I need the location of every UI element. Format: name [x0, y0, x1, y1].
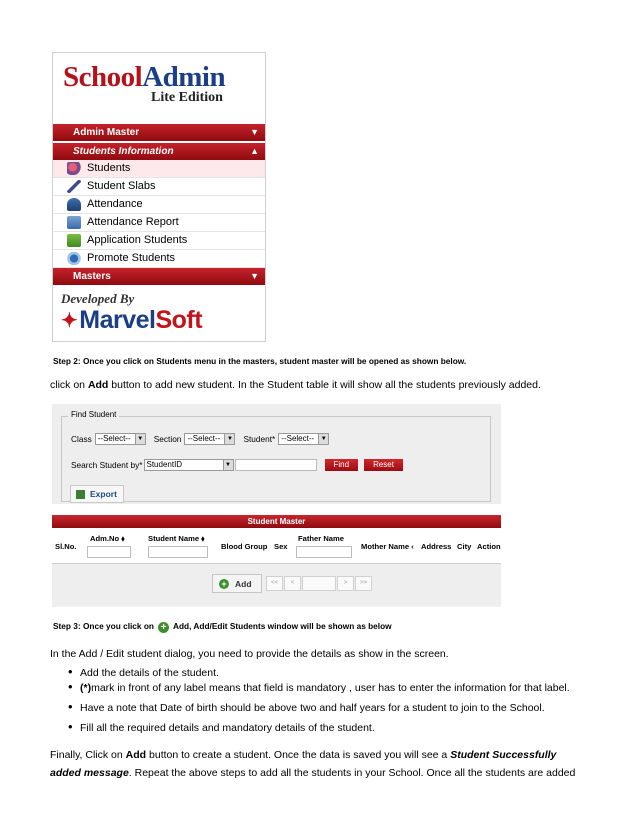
search-row [71, 459, 409, 471]
chevron-up-icon: ▲ [250, 146, 259, 156]
chevron-down-icon: ▼ [318, 434, 328, 444]
plus-icon: + [219, 579, 229, 589]
final-text-4: Student Successfully added message [50, 749, 557, 779]
step3-caption [53, 621, 392, 633]
plus-icon: + [158, 622, 169, 633]
add-instructions-pre: click on [50, 379, 88, 391]
sidebar-item-label: Attendance Report [87, 216, 179, 228]
col-mother-name: Mother Name ‹ [361, 542, 414, 551]
section-select[interactable] [184, 433, 235, 445]
student-master-title: Student Master [52, 515, 501, 528]
excel-icon [76, 490, 85, 499]
last-page-button[interactable]: >> [355, 576, 372, 591]
search-by-select[interactable] [144, 459, 234, 471]
list-item [70, 702, 570, 722]
list-item-text: Have a note that Date of birth should be above two and half years for a student to join to the School. [80, 702, 545, 714]
step2-caption: Step 2: Once you click on Students menu in the masters, student master will be opened as shown below. [53, 356, 467, 366]
add-student-button[interactable] [212, 574, 262, 593]
section-label: Section [153, 434, 182, 444]
class-select-value: --Select-- [97, 434, 131, 443]
developed-by-text: Developed By [61, 291, 135, 306]
menu-students-information-label: Students Information [73, 146, 174, 157]
list-item-bold: (*) [80, 682, 92, 694]
step3-pre: Step 3: Once you click on [53, 621, 154, 631]
pencil-icon [67, 180, 81, 193]
section-select-value: --Select-- [187, 434, 221, 443]
col-action: Action [477, 542, 501, 551]
list-item-text: Fill all the required details and mandatory details of the student. [80, 722, 375, 734]
menu-admin-master[interactable] [53, 124, 265, 141]
instruction-list [70, 667, 570, 742]
export-button[interactable] [70, 485, 124, 503]
sidebar-item-student-slabs[interactable] [53, 178, 265, 196]
chevron-down-icon: ▼ [250, 271, 259, 281]
list-item [70, 682, 570, 702]
sidebar-item-label: Attendance [87, 198, 143, 210]
student-select-value: --Select-- [281, 434, 315, 443]
schooladmin-logo [53, 53, 265, 119]
menu-admin-master-label: Admin Master [73, 127, 140, 138]
chevron-down-icon: ▼ [135, 434, 145, 444]
developer-logo [53, 285, 265, 335]
find-student-fieldset [61, 410, 491, 502]
sidebar-item-label: Promote Students [87, 252, 176, 264]
list-item [70, 667, 570, 682]
first-page-button[interactable]: << [266, 576, 283, 591]
student-name-filter-input[interactable] [148, 546, 208, 558]
student-label: Student* [243, 434, 276, 444]
marvelsoft-brand [61, 306, 265, 335]
final-text-2: Add [125, 749, 147, 761]
col-slno: Sl.No. [55, 542, 77, 551]
sidebar-item-label: Application Students [87, 234, 188, 246]
search-by-label: Search Student by* [71, 460, 143, 470]
application-icon [67, 234, 81, 247]
admno-filter-input[interactable] [87, 546, 131, 558]
final-text-5: . Repeat the above steps to add all the students in your School. Once all the students are added [128, 767, 576, 779]
chevron-down-icon: ▼ [250, 127, 259, 137]
list-item-text: mark in front of any label means that field is mandatory , user has to enter the information for that label. [91, 682, 570, 694]
sidebar-item-application-students[interactable] [53, 232, 265, 250]
chevron-down-icon: ▼ [224, 434, 234, 444]
students-icon [67, 162, 81, 175]
final-paragraph [50, 746, 590, 782]
sidebar-item-promote-students[interactable] [53, 250, 265, 268]
search-by-value: StudentID [146, 460, 183, 469]
col-father-name: Father Name [298, 534, 345, 543]
chevron-down-icon: ▼ [223, 460, 233, 470]
menu-students-information[interactable] [53, 143, 265, 160]
col-address: Address [421, 542, 452, 551]
logo-part1: School [63, 61, 143, 93]
menu-masters-label: Masters [73, 271, 111, 282]
teacher-icon [67, 198, 81, 211]
add-student-button-label: Add [235, 578, 252, 589]
father-name-filter-input[interactable] [296, 546, 352, 558]
sidebar-item-label: Student Slabs [87, 180, 156, 192]
sidebar-item-students[interactable] [53, 160, 265, 178]
export-button-label: Export [90, 489, 117, 499]
sidebar-item-attendance-report[interactable] [53, 214, 265, 232]
reset-button[interactable]: Reset [364, 459, 403, 471]
logo-part2: Admin [142, 61, 226, 93]
add-instructions-bold: Add [87, 379, 109, 391]
brand-part2: Soft [155, 306, 203, 334]
student-master-panel [52, 515, 501, 607]
col-blood-group: Blood Group [221, 542, 268, 551]
find-button[interactable]: Find [325, 459, 359, 471]
col-city: City [457, 542, 472, 551]
page-number-input[interactable] [302, 576, 336, 591]
students-submenu [53, 160, 265, 268]
next-page-button[interactable]: > [337, 576, 354, 591]
student-select[interactable] [278, 433, 329, 445]
brand-part1: Marvel [79, 306, 156, 334]
col-sex: Sex [274, 542, 288, 551]
class-select[interactable] [95, 433, 146, 445]
col-admno[interactable]: Adm.No ⬧ [90, 534, 125, 543]
search-input[interactable] [235, 459, 317, 471]
list-item [70, 722, 570, 742]
marvelsoft-mark-icon: ✦ [61, 310, 78, 332]
list-item-text: Add the details of the student. [80, 667, 219, 679]
step3-post: Add, Add/Edit Students window will be shown as below [172, 621, 392, 631]
add-instructions [50, 379, 541, 391]
filter-row [71, 433, 337, 445]
col-student-name[interactable]: Student Name ⬧ [148, 534, 205, 543]
final-text-1: Finally, Click on [50, 749, 126, 761]
find-student-legend: Find Student [68, 410, 119, 419]
dialog-intro: In the Add / Edit student dialog, you need to provide the details as show in the screen. [50, 648, 449, 660]
sidebar-item-label: Students [87, 162, 131, 174]
final-text-3: button to create a student. Once the data is saved you will see a [146, 749, 451, 761]
table-footer [212, 574, 373, 593]
class-label: Class [71, 434, 92, 444]
report-icon [67, 216, 81, 229]
gear-icon [67, 252, 81, 265]
sidebar-item-attendance[interactable] [53, 196, 265, 214]
add-instructions-post: button to add new student. In the Student table it will show all the students previously added. [108, 379, 541, 391]
sidebar-panel [52, 52, 266, 342]
logo-edition: Lite Edition [151, 90, 223, 105]
student-master-header [52, 528, 501, 564]
find-student-panel [52, 404, 501, 504]
menu-masters[interactable] [53, 268, 265, 285]
prev-page-button[interactable]: < [284, 576, 301, 591]
